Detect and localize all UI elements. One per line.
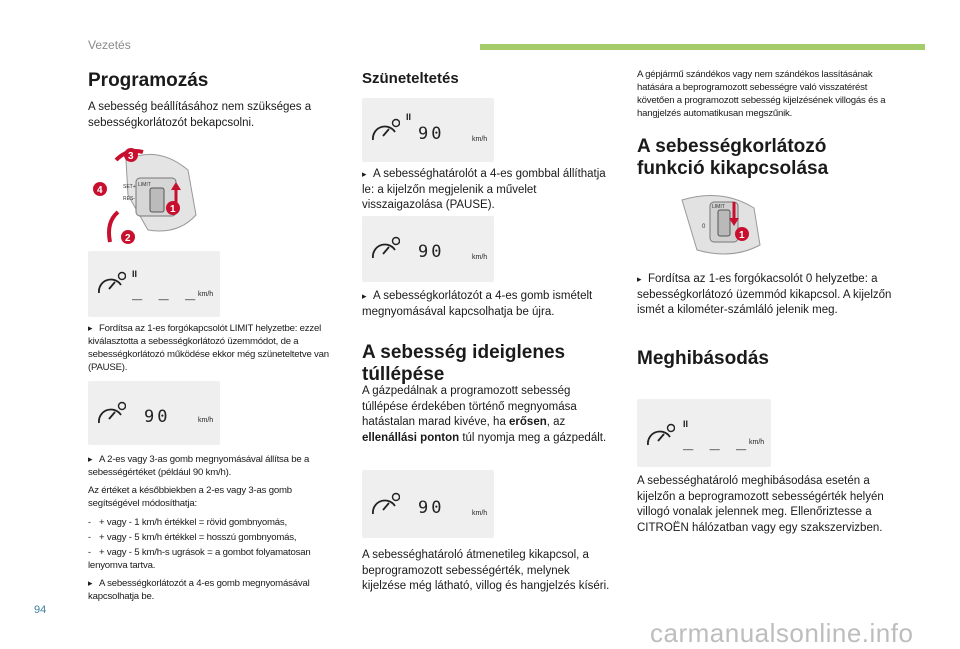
dash-item-3: - + vagy - 5 km/h-s ugrások = a gombot folyamatosan lenyomva tartva. bbox=[88, 547, 311, 571]
display-unit: km/h bbox=[198, 291, 214, 298]
speedometer-icon bbox=[645, 423, 675, 449]
display-malfunction bbox=[637, 399, 771, 467]
watermark: carmanualsonline.info bbox=[650, 618, 914, 648]
page-number: 94 bbox=[34, 604, 47, 616]
bullet-icon: ▸ bbox=[362, 291, 367, 301]
stalk-limit-label: LIMIT bbox=[138, 182, 151, 188]
malfunction-title: Meghibásodás bbox=[637, 348, 769, 369]
stalk-res-label: RES- bbox=[123, 196, 135, 202]
stalk-number-2: 2 bbox=[125, 233, 131, 244]
pause-title: Szüneteltetés bbox=[362, 70, 459, 87]
display-digits: 90 bbox=[418, 124, 445, 144]
deceleration-note: A gépjármű szándékos vagy nem szándékos lassításának hatására a beprogramozott sebességre való visszatérést követően a programozott sebesség kijelzésének villogás és a hangjelzés automatikusan megszűnik. bbox=[637, 69, 886, 119]
stalk-number-1: 1 bbox=[170, 204, 176, 215]
bullet-activate: ▸ A sebességkorlátozót a 4-es gomb megnyomásával kapcsolhatja be. bbox=[88, 578, 310, 602]
bullet-icon: ▸ bbox=[88, 454, 93, 464]
bold-resistance-point: ellenállási ponton bbox=[362, 431, 460, 444]
exceed-title: A sebesség ideiglenes túllépése bbox=[362, 342, 566, 385]
pause-indicator: II bbox=[406, 112, 412, 122]
display-digits: _ _ _ bbox=[683, 431, 750, 451]
speedometer-icon bbox=[370, 492, 400, 518]
exceed-paragraph-2: A sebességhatároló átmenetileg kikapcsol, a beprogramozott sebességérték, melynek kijelzése még látható, villog és hangjelzés kíséri. bbox=[362, 549, 610, 592]
programming-intro: A sebesség beállításához nem szükséges a sebességkorlátozót bekapcsolni. bbox=[88, 101, 312, 129]
modify-intro: Az értéket a későbbiekben a 2-es vagy 3-as gomb segítségével módosíthatja: bbox=[88, 485, 292, 509]
stalk-set-label: SET+ bbox=[123, 184, 136, 190]
speedometer-icon bbox=[96, 271, 126, 297]
speedometer-icon bbox=[370, 118, 400, 144]
display-unit: km/h bbox=[472, 136, 488, 143]
note-limit-position: ▸ Fordítsa az 1-es forgókapcsolót LIMIT helyzetbe: ezzel kiválasztotta a sebességkorlátozó üzemmódot, de a sebességkorlátozó működése ekkor még szüneteltetve van (PAUSE). bbox=[88, 323, 329, 373]
deactivate-title: A sebességkorlátozó funkció kikapcsolása bbox=[637, 136, 829, 179]
stalk-zero-label: 0 bbox=[702, 224, 706, 230]
dash-item-2: - + vagy - 5 km/h értékkel = hosszú gombnyomás, bbox=[88, 532, 297, 543]
header-accent-bar bbox=[480, 44, 925, 50]
display-digits: 90 bbox=[418, 498, 445, 518]
exceed-paragraph: A gázpedálnak a programozott sebesség túllépése érdekében történő megnyomása hatástalan marad kivéve, ha erősen, az ellenállási ponton túl nyomja meg a gázpedált. bbox=[362, 385, 607, 444]
bullet-icon: ▸ bbox=[88, 578, 93, 588]
speedometer-icon bbox=[370, 236, 400, 262]
bullet-icon: ▸ bbox=[88, 323, 93, 333]
display-digits: 90 bbox=[418, 242, 445, 262]
stalk-number-1: 1 bbox=[739, 230, 745, 241]
section-header: Vezetés bbox=[88, 38, 131, 52]
bullet-set-speed: ▸ A 2-es vagy 3-as gomb megnyomásával állítsa be a sebességértéket (például 90 km/h). bbox=[88, 454, 310, 478]
display-digits: _ _ _ bbox=[132, 281, 199, 301]
deactivate-bullet: ▸ Fordítsa az 1-es forgókacsolót 0 helyzetbe: a sebességkorlátozó üzemmód kikapcsol. A kijelzőn ismét a kilométer-számláló jelenik meg. bbox=[637, 273, 892, 316]
display-limit-pause bbox=[88, 251, 220, 317]
display-unit: km/h bbox=[749, 439, 765, 446]
display-pause-90 bbox=[362, 98, 494, 162]
stalk-limit-label: LIMIT bbox=[712, 204, 725, 210]
stalk-number-3: 3 bbox=[128, 151, 134, 162]
bold-strongly: erősen bbox=[509, 416, 547, 428]
display-90-c bbox=[362, 470, 494, 538]
dash-item-1: - + vagy - 1 km/h értékkel = rövid gombnyomás, bbox=[88, 517, 287, 528]
display-unit: km/h bbox=[198, 417, 214, 424]
display-digits: 90 bbox=[144, 407, 171, 427]
malfunction-paragraph: A sebességhatároló meghibásodása esetén a kijelzőn a beprogramozott sebességérték helyén villogó vonalak jelennek meg. Ellenőriztesse a CITROËN hálózatban vagy egy szakszervizben. bbox=[637, 475, 884, 534]
speedometer-icon bbox=[96, 401, 126, 427]
bullet-icon: ▸ bbox=[362, 169, 367, 179]
pause-bullet-2: ▸ A sebességkorlátozót a 4-es gomb ismételt megnyomásával kapcsolhatja be újra. bbox=[362, 290, 593, 318]
display-90 bbox=[88, 381, 220, 445]
stalk-illustration-2 bbox=[662, 190, 772, 260]
display-unit: km/h bbox=[472, 254, 488, 261]
programming-title: Programozás bbox=[88, 70, 209, 91]
pause-bullet-1: ▸ A sebességhatárolót a 4-es gombbal állíthatja le: a kijelzőn megjelenik a művelet visszaigazolása (PAUSE). bbox=[362, 168, 606, 211]
display-unit: km/h bbox=[472, 510, 488, 517]
stalk-illustration bbox=[88, 140, 220, 250]
pause-indicator: II bbox=[683, 419, 689, 429]
stalk-number-4: 4 bbox=[97, 185, 103, 196]
display-90-b bbox=[362, 216, 494, 282]
bullet-icon: ▸ bbox=[637, 274, 642, 284]
pause-indicator: II bbox=[132, 269, 138, 279]
